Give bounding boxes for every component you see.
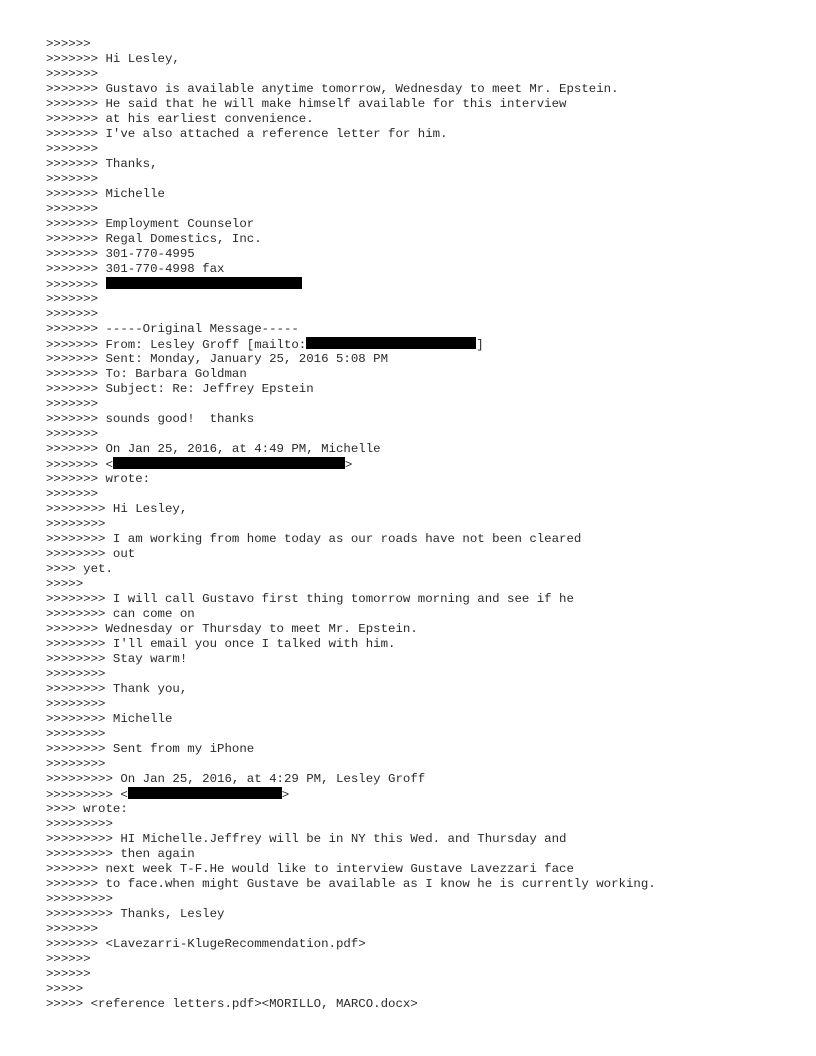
quoted-line: >>>>>>>>> On Jan 25, 2016, at 4:29 PM, Lesley Groff [46, 772, 426, 786]
quoted-line-redacted-address [46, 787, 656, 802]
quoted-line: >>>>>>>> I'll email you once I talked with him. [46, 637, 396, 651]
redaction-bar [106, 277, 302, 289]
quoted-line: >>>>>>> [46, 292, 99, 306]
quoted-line: >>>>> [46, 982, 84, 996]
quoted-line: >>>>>>>> [46, 667, 106, 681]
quoted-line: >>>>>> [46, 37, 91, 51]
quoted-line: >>>>>>> [46, 67, 99, 81]
quoted-line: >>>>>>>>> Thanks, Lesley [46, 907, 225, 921]
quoted-line: >>>>>>>> [46, 727, 106, 741]
quoted-line: >>>>>>>> out [46, 547, 136, 561]
quoted-line: >>>>>>>> Hi Lesley, [46, 502, 188, 516]
quoted-line: >>>>>>> [46, 487, 99, 501]
quoted-line: >>>>>>> [46, 142, 99, 156]
angle-close: > [281, 788, 290, 802]
quoted-line: >>>>>>> I've also attached a reference letter for him. [46, 127, 448, 141]
quoted-line: >>>>>>> [46, 922, 99, 936]
quoted-line: >>>>>> [46, 952, 91, 966]
quoted-line: >>>>>>>> Michelle [46, 712, 173, 726]
quoted-line: >>>>>>>> Sent from my iPhone [46, 742, 255, 756]
attachment-line: >>>>> <reference letters.pdf><MORILLO, MARCO.docx> [46, 997, 418, 1011]
quoted-line: >>>>>>>>> [46, 817, 113, 831]
quoted-line: >>>>>>> [46, 397, 99, 411]
quoted-line: >>>>>>>>> then again [46, 847, 195, 861]
attachment-line: >>>>>>> <Lavezarri-KlugeRecommendation.pdf> [46, 937, 366, 951]
angle-close: > [344, 458, 353, 472]
redaction-bar [113, 457, 345, 469]
quoted-line: >>>>>>>>> [46, 892, 113, 906]
quoted-line: >>>>>>> sounds good! thanks [46, 412, 255, 426]
quoted-line: >>>>>>> Thanks, [46, 157, 158, 171]
quoted-line: >>>>>>> Michelle [46, 187, 165, 201]
quoted-line: >>>>>>> Wednesday or Thursday to meet Mr. Epstein. [46, 622, 418, 636]
quoted-line: >>>>>>> Sent: Monday, January 25, 2016 5:08 PM [46, 352, 389, 366]
email-thread-body [46, 37, 656, 1012]
quoted-line: >>>>>>>> [46, 697, 106, 711]
quoted-line: >>>>>>> -----Original Message----- [46, 322, 299, 336]
quoted-line: >>>>>>> Regal Domestics, Inc. [46, 232, 262, 246]
quoted-line: >>>>>>> Employment Counselor [46, 217, 255, 231]
quoted-line: >>>>>>>> I am working from home today as our roads have not been cleared [46, 532, 582, 546]
quoted-line: >>>>>>> at his earliest convenience. [46, 112, 314, 126]
quoted-line: >>>>>>> next week T-F.He would like to interview Gustave Lavezzari face [46, 862, 574, 876]
quoted-line: >>>>>>>> Thank you, [46, 682, 188, 696]
quote-prefix: >>>>>>> [46, 278, 106, 292]
redaction-bar [128, 787, 282, 799]
quoted-line: >>>>>>> Gustavo is available anytime tomorrow, Wednesday to meet Mr. Epstein. [46, 82, 619, 96]
quoted-line: >>>> yet. [46, 562, 113, 576]
quoted-line: >>>>>>>> [46, 517, 106, 531]
quoted-line: >>>>>>> [46, 202, 99, 216]
from-text: >>>>>>> From: Lesley Groff [mailto: [46, 338, 307, 352]
quoted-line: >>>>>> [46, 967, 91, 981]
quote-prefix: >>>>>>> < [46, 458, 113, 472]
quote-prefix: >>>>>>>>> < [46, 788, 128, 802]
quoted-line: >>>>>>> wrote: [46, 472, 151, 486]
quoted-line: >>>> wrote: [46, 802, 128, 816]
quoted-line-from [46, 337, 656, 352]
quoted-line-redacted-email [46, 277, 656, 292]
quoted-line: >>>>>>> He said that he will make himself available for this interview [46, 97, 567, 111]
quoted-line: >>>>> [46, 577, 84, 591]
quoted-line: >>>>>>> Hi Lesley, [46, 52, 180, 66]
quoted-line: >>>>>>> 301-770-4998 fax [46, 262, 225, 276]
quoted-line-redacted-address [46, 457, 656, 472]
mailto-close: ] [476, 338, 484, 352]
quoted-line: >>>>>>>> [46, 757, 106, 771]
quoted-line: >>>>>>> On Jan 25, 2016, at 4:49 PM, Michelle [46, 442, 381, 456]
quoted-line: >>>>>>> to face.when might Gustave be available as I know he is currently working. [46, 877, 656, 891]
quoted-line: >>>>>>> 301-770-4995 [46, 247, 195, 261]
redaction-bar [306, 337, 476, 349]
quoted-line: >>>>>>> [46, 307, 99, 321]
quoted-line: >>>>>>>>> HI Michelle.Jeffrey will be in NY this Wed. and Thursday and [46, 832, 567, 846]
quoted-line: >>>>>>>> I will call Gustavo first thing tomorrow morning and see if he [46, 592, 574, 606]
quoted-line: >>>>>>> [46, 172, 99, 186]
quoted-line: >>>>>>>> Stay warm! [46, 652, 188, 666]
quoted-line: >>>>>>> To: Barbara Goldman [46, 367, 247, 381]
quoted-line: >>>>>>> Subject: Re: Jeffrey Epstein [46, 382, 314, 396]
quoted-line: >>>>>>> [46, 427, 99, 441]
quoted-line: >>>>>>>> can come on [46, 607, 195, 621]
